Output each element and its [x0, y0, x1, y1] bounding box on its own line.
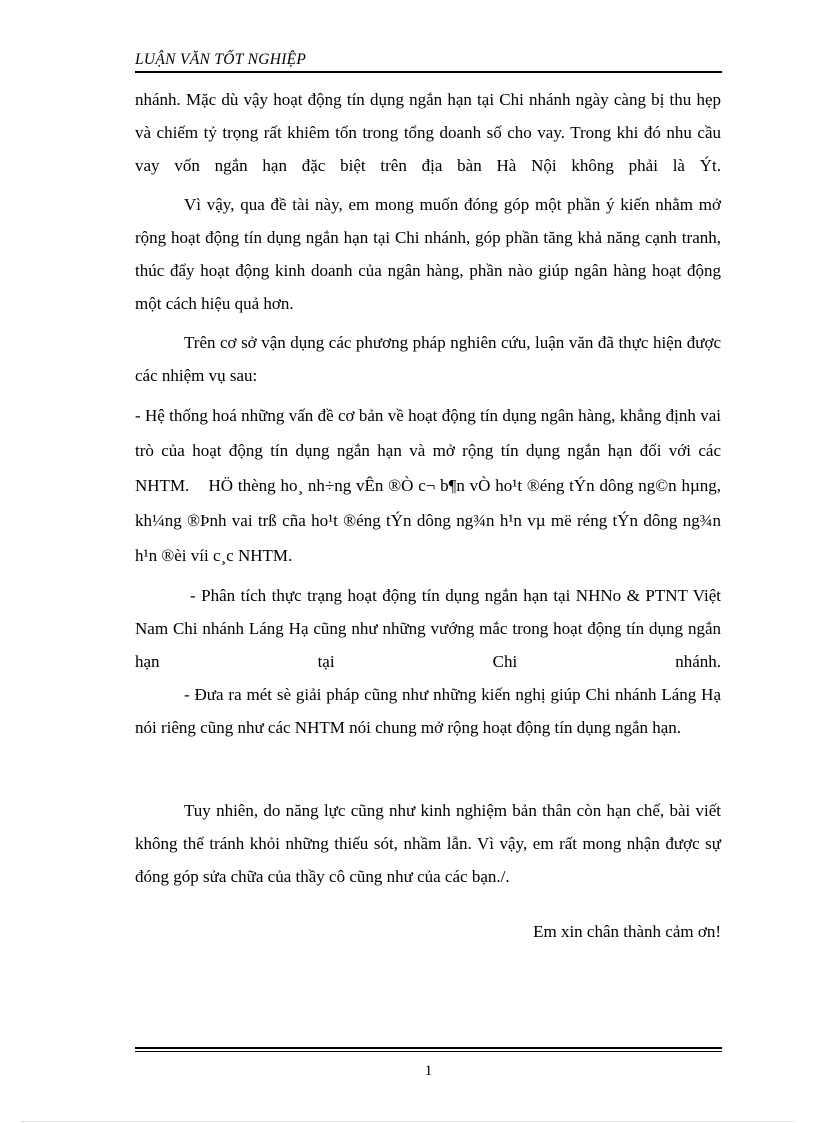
footer-rule-thin	[135, 1051, 722, 1052]
paragraph-task-3: - Đưa ra mét sè giải pháp cũng như những kiến nghị giúp Chi nhánh Láng Hạ nói riêng cũng như các NHTM nói chung mở rộng hoạt động tín dụng ngắn hạn.	[135, 685, 721, 737]
header-title: LUẬN VĂN TỐT NGHIỆP	[135, 51, 307, 68]
task-1-legacy-encoded-text: HÖ thèng ho¸ nh÷ng vÊn ®Ò c¬ b¶n vÒ ho¹t ®éng tÝn dông ng©n hµng, kh¼ng ®Þnh vai trß cña ho¹t ®éng tÝn dông ng¾n h¹n vµ më réng tÝn dông ng¾n h¹n ®èi víi c¸c NHTM.	[135, 476, 722, 565]
footer-rule	[135, 1047, 722, 1049]
document-body	[135, 83, 721, 948]
page-footer	[135, 1047, 722, 1079]
task-1-text: - Hệ thống hoá những vấn đề cơ bản về hoạt động tín dụng ngân hàng, khẳng định vai trò của hoạt động tín dụng ngắn hạn và mở rộng tín dụng ngắn hạn đối với các NHTM.	[135, 406, 721, 495]
paragraph-task-1	[135, 398, 721, 573]
closing-thanks: Em xin chân thành cảm ơn!	[533, 922, 721, 941]
paragraph-task-2: - Phân tích thực trạng hoạt động tín dụng ngắn hạn tại NHNo & PTNT Việt Nam Chi nhánh Láng Hạ cũng như những vướng mắc trong hoạt động tín dụng ngắn hạn tại Chi nhánh.	[135, 586, 721, 671]
page-number: 1	[424, 1063, 433, 1079]
paragraph-tasks-intro: Trên cơ sở vận dụng các phương pháp nghiên cứu, luận văn đã thực hiện được các nhiệm vụ sau:	[135, 333, 721, 385]
header-rule	[135, 71, 722, 73]
paragraph-conclusion: Tuy nhiên, do năng lực cũng như kinh nghiệm bản thân còn hạn chế, bài viết không thể tránh khỏi những thiếu sót, nhầm lẫn. Vì vậy, em rất mong nhận được sự đóng góp sửa chữa của thầy cô cũng như của các bạn./.	[135, 801, 721, 886]
page-boundary-dotted-line	[22, 1121, 794, 1122]
page-header	[135, 50, 722, 73]
paragraph-intro-continued: nhánh. Mặc dù vậy hoạt động tín dụng ngắn hạn tại Chi nhánh ngày càng bị thu hẹp và chiếm tỷ trọng rất khiêm tốn trong tổng doanh số cho vay. Trong khi đó nhu cầu vay vốn ngắn hạn đặc biệt trên địa bàn Hà Nội không phải là Ýt.	[135, 90, 721, 175]
paragraph-purpose: Vì vậy, qua đề tài này, em mong muốn đóng góp một phần ý kiến nhằm mở rộng hoạt động tín dụng ngắn hạn tại Chi nhánh, góp phần tăng khả năng cạnh tranh, thúc đẩy hoạt động kinh doanh của ngân hàng, phần nào giúp ngân hàng hoạt động một cách hiệu quả hơn.	[135, 195, 721, 313]
